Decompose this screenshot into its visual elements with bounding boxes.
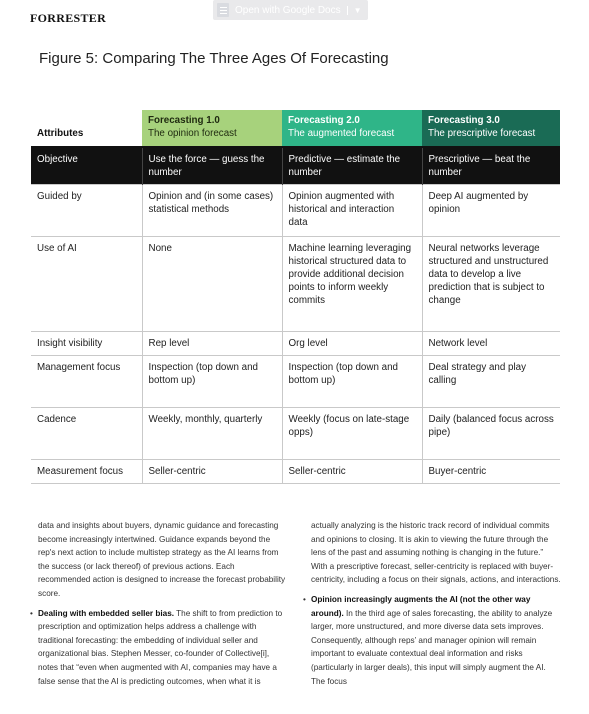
column-header-forecasting-1	[142, 110, 282, 147]
table-row-objective	[31, 147, 560, 185]
bullet-paragraph	[303, 593, 561, 688]
table-row-management-focus	[31, 356, 560, 408]
cell-forecasting-1: Seller-centric	[142, 460, 282, 484]
column-subtitle: The augmented forecast	[288, 128, 395, 139]
bullet-title: Dealing with embedded seller bias.	[38, 608, 175, 618]
cell-forecasting-1: Weekly, monthly, quarterly	[142, 408, 282, 460]
row-attribute: Guided by	[31, 185, 142, 237]
body-column-right	[303, 519, 561, 694]
bullet-text: The shift to from prediction to prescription and optimization helps address a challenge with traditional forecasting: the embedding of individual seller and organizational bias. Stephen Messer, co-founder of Collective[i], notes that “even when augmented with AI, companies may have a false sense that the AI is predicting outcomes, when what it is	[38, 608, 283, 686]
cell-forecasting-2: Seller-centric	[282, 460, 422, 484]
column-title: Forecasting 1.0	[148, 115, 220, 126]
cell-forecasting-3: Network level	[422, 332, 560, 356]
bullet-title: Opinion increasingly augments the AI (not the other way around).	[311, 594, 531, 618]
cell-forecasting-3: Deal strategy and play calling	[422, 356, 560, 408]
chevron-down-icon[interactable]: ▼	[347, 6, 362, 15]
table-header-row	[31, 110, 560, 147]
bullet-marker: •	[303, 594, 306, 604]
cell-forecasting-2: Org level	[282, 332, 422, 356]
row-attribute: Objective	[31, 147, 142, 185]
open-with-google-docs-label: Open with Google Docs	[235, 4, 341, 16]
cell-forecasting-2: Predictive — estimate the number	[282, 147, 422, 185]
column-header-attributes: Attributes	[37, 128, 84, 139]
row-attribute: Use of AI	[31, 237, 142, 332]
bullet-paragraph	[30, 607, 288, 689]
cell-forecasting-2: Machine learning leveraging historical structured data to provide additional decision points to inform weekly commits	[282, 237, 422, 332]
row-attribute: Cadence	[31, 408, 142, 460]
column-header-forecasting-2	[282, 110, 422, 147]
table-row-measurement-focus	[31, 460, 560, 484]
table-row-cadence	[31, 408, 560, 460]
paragraph: data and insights about buyers, dynamic guidance and forecasting become increasingly intertwined. Guidance expands beyond the rep's next action to include multistep strategy as the AI learns from the success (or lack thereof) of previous actions. Each recommended action is designed to increase the forecast probability score.	[38, 521, 286, 598]
paragraph: actually analyzing is the historic track record of individual commits and opinions to closing. It is akin to viewing the future through the lens of the past and assuming nothing is changing in the future.” With a prescriptive forecast, seller-centricity is replaced with buyer-centricity, including a focus on their signals, actions, and interactions.	[311, 521, 561, 585]
row-attribute: Management focus	[31, 356, 142, 408]
table-row-insight-visibility	[31, 332, 560, 356]
cell-forecasting-1: Inspection (top down and bottom up)	[142, 356, 282, 408]
cell-forecasting-2: Opinion augmented with historical and interaction data	[282, 185, 422, 237]
body-column-left	[30, 519, 288, 694]
cell-forecasting-1: Opinion and (in some cases) statistical methods	[142, 185, 282, 237]
row-attribute: Insight visibility	[31, 332, 142, 356]
figure-title: Figure 5: Comparing The Three Ages Of Forecasting	[39, 50, 389, 67]
table-row-guided-by	[31, 185, 560, 237]
column-subtitle: The prescriptive forecast	[428, 128, 536, 139]
cell-forecasting-3: Neural networks leverage structured and unstructured data to develop a live prediction that is subject to change	[422, 237, 560, 332]
cell-forecasting-3: Buyer-centric	[422, 460, 560, 484]
bullet-marker: •	[30, 608, 33, 618]
forrester-logo: FORRESTER	[30, 11, 107, 25]
cell-forecasting-3: Prescriptive — beat the number	[422, 147, 560, 185]
cell-forecasting-2: Weekly (focus on late-stage opps)	[282, 408, 422, 460]
cell-forecasting-1: None	[142, 237, 282, 332]
cell-forecasting-3: Deep AI augmented by opinion	[422, 185, 560, 237]
column-header-forecasting-3	[422, 110, 560, 147]
table-row-use-of-ai	[31, 237, 560, 332]
cell-forecasting-3: Daily (balanced focus across pipe)	[422, 408, 560, 460]
row-attribute: Measurement focus	[31, 460, 142, 484]
bullet-text: In the third age of sales forecasting, the ability to analyze larger, more unstructured, and more diverse data sets improves. Consequently, although reps’ and manager opinion will remain important to evaluate contextual deal information and risks (particularly in larger deals), this input will simply augment the AI. The focus	[311, 608, 553, 686]
column-title: Forecasting 2.0	[288, 115, 360, 126]
cell-forecasting-1: Use the force — guess the number	[142, 147, 282, 185]
comparison-table	[31, 110, 560, 484]
top-bar	[0, 0, 589, 34]
cell-forecasting-2: Inspection (top down and bottom up)	[282, 356, 422, 408]
google-docs-icon	[217, 3, 229, 17]
cell-forecasting-1: Rep level	[142, 332, 282, 356]
column-title: Forecasting 3.0	[428, 115, 500, 126]
open-with-google-docs-button[interactable]	[213, 0, 368, 20]
column-subtitle: The opinion forecast	[148, 128, 237, 139]
